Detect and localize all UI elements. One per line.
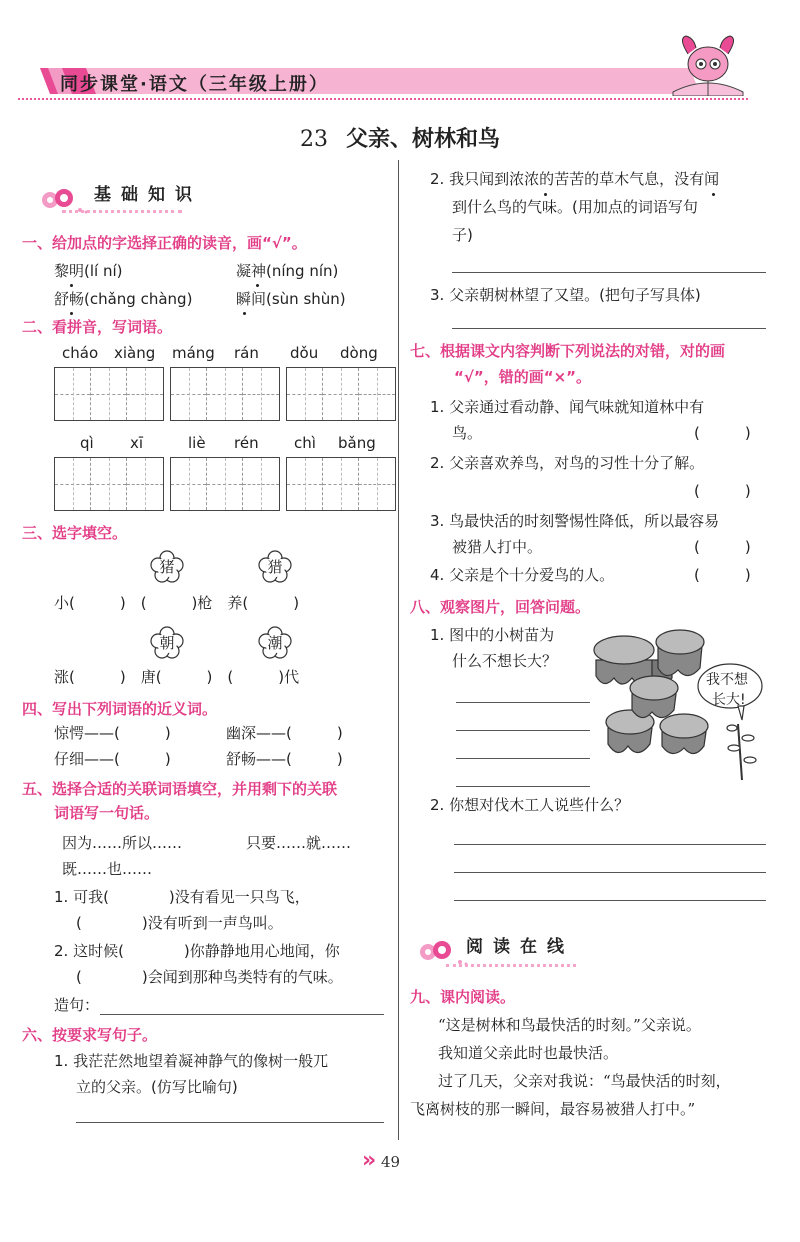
pinyin: rén [234, 434, 259, 452]
q1-item-4: 瞬间(sùn shùn) [236, 290, 346, 308]
q9-title: 九、课内阅读。 [410, 988, 516, 1006]
answer-line[interactable] [452, 272, 766, 273]
q8-title: 八、观察图片，回答问题。 [410, 598, 591, 616]
q9-paragraph-3a: 过了几天，父亲对我说：“鸟最快活的时刻， [438, 1072, 731, 1090]
q6-sentence-3: 3. 父亲朝树林望了又望。(把句子写具体) [430, 286, 701, 304]
q4-title: 四、写出下列词语的近义词。 [22, 700, 218, 718]
emphasis-dot [712, 193, 715, 196]
q6-sentence-2a: 2. 我只闻到浓浓的苦苦的草木气息，没有闻 [430, 170, 720, 188]
answer-line[interactable] [100, 1014, 384, 1015]
pinyin: qì [80, 434, 94, 452]
lesson-number: 23 [299, 127, 328, 152]
q9-paragraph-2: 我知道父亲此时也最快活。 [438, 1044, 619, 1062]
word-box[interactable] [54, 457, 164, 511]
writing-grid-row-1 [54, 367, 396, 421]
answer-line[interactable] [452, 328, 766, 329]
emphasis-dot [544, 193, 547, 196]
q7-title-2: “√”，错的画“×”。 [454, 368, 592, 386]
q8-question-2: 2. 你想对伐木工人说些什么？ [430, 796, 630, 814]
pinyin: chì [294, 434, 316, 452]
flower-char-badge: 猪 [150, 550, 184, 584]
q4-item-1: 惊愕——( ) [54, 724, 171, 742]
page-number: 49 [381, 1153, 401, 1171]
answer-line[interactable] [456, 730, 590, 731]
q5-make-label: 造句： [54, 996, 100, 1014]
word-box[interactable] [286, 367, 396, 421]
answer-line[interactable] [456, 786, 590, 787]
answer-line[interactable] [456, 702, 590, 703]
q8-question-1b: 什么不想长大？ [452, 652, 558, 670]
answer-paren[interactable]: ( ) [694, 538, 751, 556]
pinyin: dòng [340, 344, 378, 362]
q8-question-1a: 1. 图中的小树苗为 [430, 626, 555, 644]
pinyin: rán [234, 344, 259, 362]
q3-title: 三、选字填空。 [22, 524, 128, 542]
q6-sentence-1a: 1. 我茫茫然地望着凝神静气的像树一般兀 [54, 1052, 329, 1070]
pinyin: xiàng [114, 344, 156, 362]
q7-item-1a: 1. 父亲通过看动静、闻气味就知道林中有 [430, 398, 705, 416]
section-basic-title: 基础知识 [94, 185, 202, 205]
answer-paren[interactable]: ( ) [694, 566, 751, 584]
q5-option-3: 既……也…… [62, 860, 153, 878]
q1-item-3: 舒畅(chǎng chàng) [54, 290, 193, 308]
q5-sentence-1a: 1. 可我( )没有看见一只鸟飞， [54, 888, 310, 906]
pinyin: dǒu [290, 344, 319, 362]
q9-paragraph-1: “这是树林和鸟最快活的时刻。”父亲说。 [438, 1016, 701, 1034]
word-box[interactable] [286, 457, 396, 511]
word-box[interactable] [170, 367, 280, 421]
pinyin: máng [172, 344, 215, 362]
q2-title: 二、看拼音，写词语。 [22, 318, 173, 336]
q1-item-1: 黎明(lí ní) [54, 262, 123, 280]
mascot-icon [668, 34, 748, 96]
section-underline [62, 210, 182, 213]
emphasis-dot [70, 284, 73, 287]
writing-grid-row-2 [54, 457, 396, 511]
q3-line-2: 涨( ) 唐( ) ( )代 [54, 668, 300, 686]
q5-sentence-1b: ( )没有听到一声鸟叫。 [76, 914, 283, 932]
section-reading-title: 阅读在线 [466, 937, 574, 957]
q5-sentence-2a: 2. 这时候( )你静静地用心地闻，你 [54, 942, 340, 960]
q4-item-4: 舒畅——( ) [226, 750, 343, 768]
answer-paren[interactable]: ( ) [694, 424, 751, 442]
emphasis-dot [243, 312, 246, 315]
column-divider [398, 160, 399, 1140]
q7-item-3a: 3. 鸟最快活的时刻警惕性降低，所以最容易 [430, 512, 720, 530]
q6-sentence-1b: 立的父亲。(仿写比喻句) [76, 1078, 238, 1096]
q5-option-2: 只要……就…… [246, 834, 352, 852]
double-chevron-icon: » [362, 1148, 377, 1173]
header-title: 同步课堂·语文（三年级上册） [60, 74, 329, 95]
q6-sentence-2c: 子) [452, 226, 473, 244]
q4-item-2: 幽深——( ) [226, 724, 343, 742]
header-dotted-line [18, 98, 748, 100]
answer-line[interactable] [454, 872, 766, 873]
answer-line[interactable] [454, 900, 766, 901]
q1-item-2: 凝神(níng nín) [236, 262, 339, 280]
lesson-name: 父亲、树林和鸟 [345, 127, 500, 152]
q7-item-1b: 鸟。 [452, 424, 483, 442]
pinyin: liè [188, 434, 206, 452]
flower-char-badge: 猎 [258, 550, 292, 584]
q7-item-4: 4. 父亲是个十分爱鸟的人。 [430, 566, 615, 584]
pinyin: bǎng [338, 434, 376, 452]
q6-sentence-2b: 到什么鸟的气味。(用加点的词语写句 [452, 198, 698, 216]
q7-item-2: 2. 父亲喜欢养鸟，对鸟的习性十分了解。 [430, 454, 705, 472]
q6-title: 六、按要求写句子。 [22, 1026, 158, 1044]
emphasis-dot [70, 312, 73, 315]
answer-line[interactable] [454, 844, 766, 845]
page-footer [362, 1148, 400, 1173]
answer-paren[interactable]: ( ) [694, 482, 751, 500]
pinyin: xī [130, 434, 144, 452]
speech-bubble-line-1: 我不想 [706, 672, 748, 688]
speech-bubble-line-2: 长大! [712, 692, 746, 708]
q1-title: 一、给加点的字选择正确的读音，画“√”。 [22, 234, 307, 252]
lesson-title [0, 122, 800, 153]
q7-title-1: 七、根据课文内容判断下列说法的对错，对的画 [410, 342, 726, 360]
pinyin: cháo [62, 344, 99, 362]
section-underline [446, 964, 576, 967]
q5-title-1: 五、选择合适的关联词语填空，并用剩下的关联 [22, 780, 338, 798]
q5-sentence-2b: ( )会闻到那种鸟类特有的气味。 [76, 968, 343, 986]
q7-item-3b: 被猎人打中。 [452, 538, 543, 556]
q4-item-3: 仔细——( ) [54, 750, 171, 768]
flower-char-badge: 潮 [258, 626, 292, 660]
q5-title-2: 词语写一句话。 [54, 804, 160, 822]
flower-char-badge: 朝 [150, 626, 184, 660]
answer-line[interactable] [76, 1122, 384, 1123]
word-box[interactable] [54, 367, 164, 421]
q5-option-1: 因为……所以…… [62, 834, 183, 852]
word-box[interactable] [170, 457, 280, 511]
q3-line-1: 小( ) ( )枪 养( ) [54, 594, 300, 612]
q9-paragraph-3b: 飞离树枝的那一瞬间，最容易被猎人打中。” [410, 1100, 696, 1118]
emphasis-dot [256, 284, 259, 287]
answer-line[interactable] [456, 758, 590, 759]
